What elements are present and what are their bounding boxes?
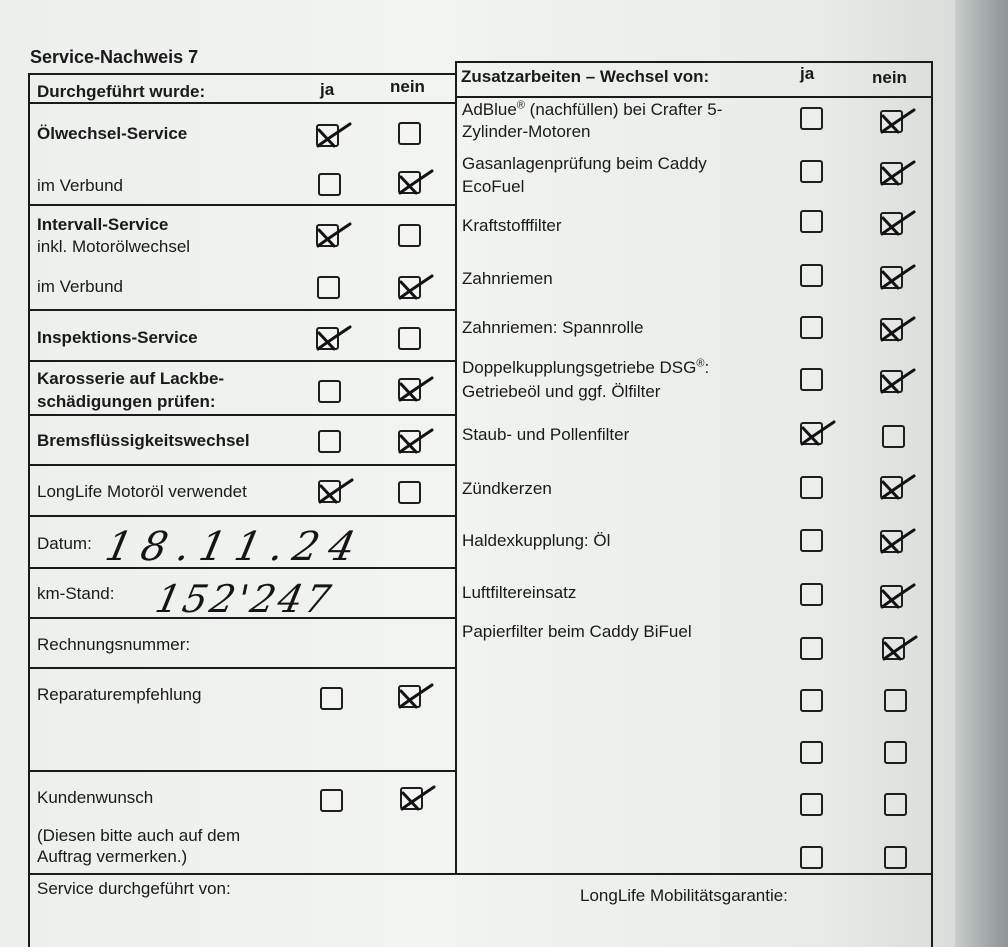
check-mark-icon (312, 116, 352, 152)
checkbox-pollenfilter-ja[interactable] (800, 422, 823, 445)
checkbox-extra3-ja[interactable] (800, 793, 823, 816)
zusatz-gasanlage-label-2: EcoFuel (462, 177, 525, 196)
zusatz-zuendkerzen-label: Zündkerzen (462, 479, 552, 498)
check-mark-icon (394, 268, 434, 304)
check-mark-icon (394, 370, 434, 406)
checkbox-haldex-ja[interactable] (800, 529, 823, 552)
check-mark-icon (796, 414, 836, 450)
zusatz-luftfilter-label: Luftfiltereinsatz (462, 583, 577, 602)
checkbox-intervall-verbund-nein[interactable] (398, 276, 421, 299)
checkbox-zuendkerzen-ja[interactable] (800, 476, 823, 499)
checkbox-pollenfilter-nein[interactable] (882, 425, 905, 448)
checkbox-extra2-ja[interactable] (800, 741, 823, 764)
check-mark-icon (394, 163, 434, 199)
zusatz-haldex-label: Haldexkupplung: Öl (462, 531, 611, 550)
check-mark-icon (876, 154, 916, 190)
check-mark-icon (876, 204, 916, 240)
right-col-nein: nein (872, 68, 907, 87)
check-mark-icon (876, 362, 916, 398)
check-mark-icon (394, 677, 434, 713)
checkbox-bremsfluessigkeit-nein[interactable] (398, 430, 421, 453)
checkbox-spannrolle-ja[interactable] (800, 316, 823, 339)
check-mark-icon (314, 472, 354, 508)
checkbox-extra3-nein[interactable] (884, 793, 907, 816)
left-col-ja: ja (320, 80, 335, 99)
svg-text:18.11.24: 18.11.24 (101, 522, 370, 570)
checkbox-dsg-ja[interactable] (800, 368, 823, 391)
left-header: Durchgeführt wurde: (37, 82, 206, 101)
checkbox-reparatur-ja[interactable] (320, 687, 343, 710)
checkbox-extra2-nein[interactable] (884, 741, 907, 764)
checkbox-karosserie-ja[interactable] (318, 380, 341, 403)
checkbox-extra4-ja[interactable] (800, 846, 823, 869)
check-mark-icon (312, 319, 352, 355)
checkbox-oelwechsel-ja[interactable] (316, 124, 339, 147)
item-intervall-label: Intervall-Service (37, 215, 169, 234)
checkbox-dsg-nein[interactable] (880, 370, 903, 393)
zusatz-gasanlage-label-1: Gasanlagenprüfung beim Caddy (462, 154, 707, 173)
checkbox-oelwechsel-verbund-nein[interactable] (398, 171, 421, 194)
zusatz-zahnriemen-label: Zahnriemen (462, 269, 553, 288)
check-mark-icon (876, 310, 916, 346)
km-stand-handwritten (150, 572, 410, 622)
right-header: Zusatzarbeiten – Wechsel von: (461, 67, 710, 86)
zusatz-adblue-label-2: Zylinder-Motoren (462, 122, 591, 141)
zusatz-adblue-label-1: AdBlue® (nachfüllen) bei Crafter 5- (462, 99, 723, 119)
zusatz-kraftstofffilter-label: Kraftstofffilter (462, 216, 562, 235)
page-title: Service-Nachweis 7 (30, 47, 199, 67)
checkbox-extra4-nein[interactable] (884, 846, 907, 869)
check-mark-icon (876, 577, 916, 613)
checkbox-reparatur-nein[interactable] (398, 685, 421, 708)
next-page-edge (955, 0, 1008, 947)
checkbox-zahnriemen-nein[interactable] (880, 266, 903, 289)
check-mark-icon (876, 522, 916, 558)
item-oelwechsel-verbund-label: im Verbund (37, 176, 123, 195)
checkbox-karosserie-nein[interactable] (398, 378, 421, 401)
item-bremsfluessigkeit-label: Bremsflüssigkeitswechsel (37, 431, 250, 450)
zusatz-dsg-label-1: Doppelkupplungsgetriebe DSG®: (462, 357, 710, 377)
checkbox-luftfilter-ja[interactable] (800, 583, 823, 606)
kundenwunsch-note-1: (Diesen bitte auch auf dem (37, 826, 241, 845)
checkbox-intervall-nein[interactable] (398, 224, 421, 247)
zusatz-dsg-label-2: Getriebeöl und ggf. Ölfilter (462, 382, 661, 401)
checkbox-haldex-nein[interactable] (880, 530, 903, 553)
kundenwunsch-label: Kundenwunsch (37, 788, 154, 807)
mobilitaetsgarantie-label: LongLife Mobilitätsgarantie: (580, 886, 788, 905)
checkbox-inspektion-nein[interactable] (398, 327, 421, 350)
checkbox-gasanlage-nein[interactable] (880, 162, 903, 185)
checkbox-adblue-ja[interactable] (800, 107, 823, 130)
checkbox-adblue-nein[interactable] (880, 110, 903, 133)
service-durchgefuehrt-label: Service durchgeführt von: (37, 879, 231, 898)
item-karosserie-label-1: Karosserie auf Lackbe- (37, 369, 225, 388)
item-longlife-label: LongLife Motoröl verwendet (37, 482, 247, 501)
check-mark-icon (878, 629, 918, 665)
zusatz-pollenfilter-label: Staub- und Pollenfilter (462, 425, 630, 444)
checkbox-oelwechsel-verbund-ja[interactable] (318, 173, 341, 196)
item-intervall-verbund-label: im Verbund (37, 277, 123, 296)
checkbox-zahnriemen-ja[interactable] (800, 264, 823, 287)
checkbox-inspektion-ja[interactable] (316, 327, 339, 350)
km-stand-label: km-Stand: (37, 584, 115, 603)
check-mark-icon (876, 468, 916, 504)
checkbox-spannrolle-nein[interactable] (880, 318, 903, 341)
check-mark-icon (876, 258, 916, 294)
check-mark-icon (876, 102, 916, 138)
zusatz-papierfilter-label: Papierfilter beim Caddy BiFuel (462, 622, 692, 641)
reparaturempfehlung-label: Reparaturempfehlung (37, 685, 202, 704)
item-inspektion-label: Inspektions-Service (37, 328, 198, 347)
rechnungsnummer-label: Rechnungsnummer: (37, 635, 191, 654)
zusatz-spannrolle-label: Zahnriemen: Spannrolle (462, 318, 644, 337)
checkbox-gasanlage-ja[interactable] (800, 160, 823, 183)
kundenwunsch-note-2: Auftrag vermerken.) (37, 847, 188, 866)
checkbox-kraftstofffilter-nein[interactable] (880, 212, 903, 235)
item-karosserie-label-2: schädigungen prüfen: (37, 392, 216, 411)
checkbox-extra1-nein[interactable] (884, 689, 907, 712)
checkbox-luftfilter-nein[interactable] (880, 585, 903, 608)
checkbox-kundenwunsch-nein[interactable] (400, 787, 423, 810)
checkbox-papierfilter-nein[interactable] (882, 637, 905, 660)
checkbox-oelwechsel-nein[interactable] (398, 122, 421, 145)
item-intervall-sub-label: inkl. Motorölwechsel (37, 237, 191, 256)
right-col-ja: ja (800, 64, 815, 83)
checkbox-zuendkerzen-nein[interactable] (880, 476, 903, 499)
checkbox-intervall-ja[interactable] (316, 224, 339, 247)
svg-text:152'247: 152'247 (151, 577, 338, 622)
checkbox-kundenwunsch-ja[interactable] (320, 789, 343, 812)
check-mark-icon (396, 779, 436, 815)
checkbox-extra1-ja[interactable] (800, 689, 823, 712)
checkbox-bremsfluessigkeit-ja[interactable] (318, 430, 341, 453)
datum-label: Datum: (37, 534, 92, 553)
item-oelwechsel-label: Ölwechsel-Service (37, 124, 188, 143)
checkbox-intervall-verbund-ja[interactable] (317, 276, 340, 299)
check-mark-icon (394, 422, 434, 458)
left-col-nein: nein (390, 77, 425, 96)
checkbox-kraftstofffilter-ja[interactable] (800, 210, 823, 233)
datum-handwritten (101, 520, 398, 570)
checkbox-longlife-nein[interactable] (398, 481, 421, 504)
checkbox-longlife-ja[interactable] (318, 480, 341, 503)
checkbox-papierfilter-ja[interactable] (800, 637, 823, 660)
check-mark-icon (312, 216, 352, 252)
